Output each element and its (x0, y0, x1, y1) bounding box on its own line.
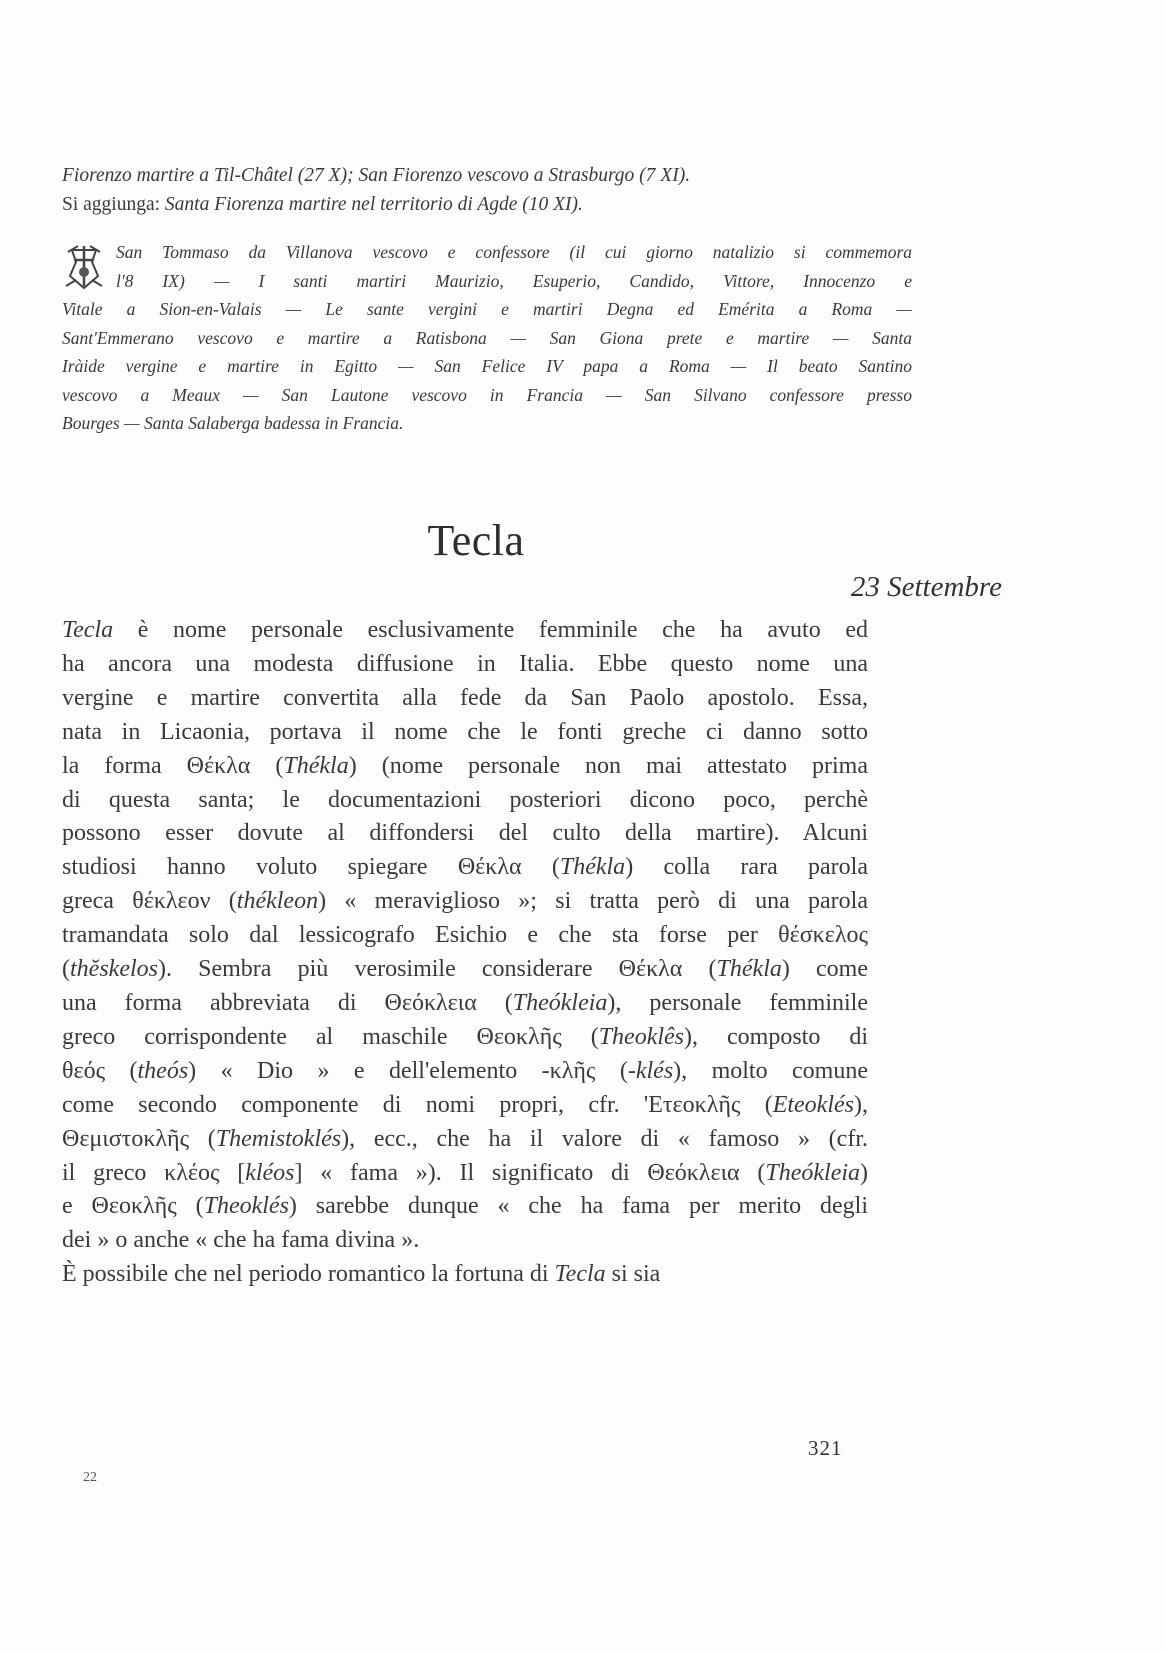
body-line: ha ancora una modesta diffusione in Italia. Ebbe questo nome una (62, 650, 868, 677)
body-line: (thĕskelos). Sembra più verosimile considerare Θέκλα (Thékla) come (62, 956, 869, 983)
body-line: dei » o anche « che ha fama divina ». (62, 1227, 420, 1254)
signature-mark: 22 (83, 1470, 97, 1485)
body-line: θεός (theós) « Dio » e dell'elemento -κλῆς (-klés), molto comune (62, 1057, 868, 1084)
saints-line: Sant'Emmerano vescovo e martire a Ratisbona — San Giona prete e martire — Santa (62, 327, 912, 348)
body-line: nata in Licaonia, portava il nome che le fonti greche ci danno sotto (62, 718, 868, 745)
continuation-line-1: Fiorenzo martire a Til-Châtel (27 X); San Fiorenzo vescovo a Strasburgo (7 XI). (62, 165, 691, 186)
body-line: studiosi hanno voluto spiegare Θέκλα (Thékla) colla rara parola (62, 854, 868, 881)
saints-line: vescovo a Meaux — San Lautone vescovo in Francia — San Silvano confessore presso (62, 384, 912, 405)
body-line: È possibile che nel periodo romantico la fortuna di Tecla si sia (62, 1261, 661, 1288)
page-number: 321 (808, 1436, 843, 1460)
body-line: e Θεοκλῆς (Theoklés) sarebbe dunque « che ha fama per merito degli (62, 1193, 868, 1220)
saints-of-the-day-list (62, 238, 912, 438)
previous-entry-continuation (62, 162, 912, 219)
body-line: la forma Θέκλα (Thékla) (nome personale non mai attestato prima (62, 752, 868, 779)
saints-line: San Tommaso da Villanova vescovo e confessore (il cui giorno natalizio si commemora (116, 242, 912, 262)
saints-line: Iràide vergine e martire in Egitto — San Felice IV papa a Roma — Il beato Santino (62, 356, 912, 376)
body-line: una forma abbreviata di Θεόκλεια (Theókleia), personale femminile (62, 989, 868, 1016)
saints-line: l'8 IX) — I santi martiri Maurizio, Esuperio, Candido, Vittore, Innocenzo e (116, 270, 912, 291)
saints-line: Vitale a Sion-en-Valais — Le sante vergini e martiri Degna ed Emérita a Roma — (62, 299, 912, 319)
entry-date: 23 Settembre (850, 571, 1002, 603)
saints-line: Bourges — Santa Salaberga badessa in Francia. (62, 413, 404, 433)
entry-body (62, 614, 868, 1292)
body-line: tramandata solo dal lessicografo Esichio e che sta forse per θέσκελος (62, 922, 868, 949)
body-line: Tecla è nome personale esclusivamente femminile che ha avuto ed (62, 617, 868, 643)
continuation-rest: Santa Fiorenza martire nel territorio di Agde (10 XI). (164, 193, 583, 215)
body-line: vergine e martire convertita alla fede da San Paolo apostolo. Essa, (62, 684, 868, 711)
body-line: greca θέκλεον (thékleon) « meraviglioso »; si tratta però di una parola (62, 888, 868, 915)
body-line: come secondo componente di nomi propri, cfr. 'Ετεοκλῆς (Eteoklés), (62, 1091, 868, 1118)
entry-title-text: Tecla (427, 516, 525, 565)
body-line: il greco κλέος [kléos] « fama »). Il significato di Θεόκλεια (Theókleia) (62, 1159, 869, 1186)
body-line: greco corrispondente al maschile Θεοκλῆς (Theoklês), composto di (62, 1023, 868, 1050)
continuation-lead: Si aggiunga: (62, 193, 161, 215)
body-line: Θεμιστοκλῆς (Themistoklés), ecc., che ha il valore di « famoso » (cfr. (62, 1125, 868, 1152)
entry-title (0, 515, 932, 566)
body-line: possono esser dovute al diffondersi del culto della martire). Alcuni (62, 820, 868, 847)
continuation-line-2 (62, 191, 912, 220)
body-line: di questa santa; le documentazioni posteriori dicono poco, perchè (62, 786, 868, 813)
